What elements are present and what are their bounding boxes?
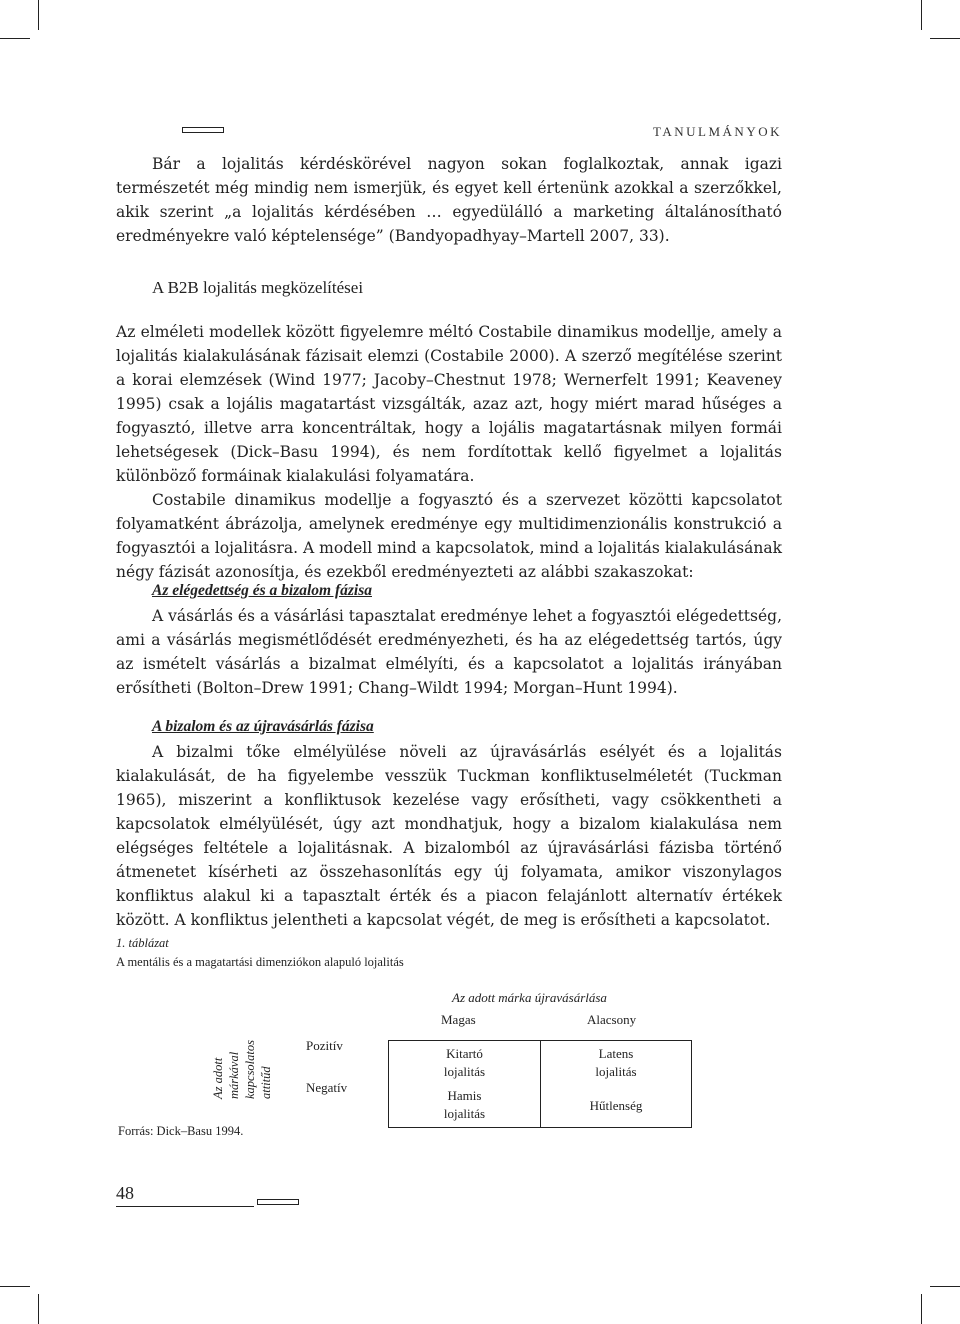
subsection-heading-1: Az elégedettség és a bizalom fázisa: [152, 582, 372, 599]
section-text: [116, 320, 782, 584]
row-header-negative: Negatív: [306, 1080, 348, 1095]
crop-mark: [0, 1286, 30, 1287]
crop-mark: [0, 38, 30, 39]
cell-line: lojalitás: [443, 1064, 486, 1079]
intro-text: [116, 152, 782, 248]
cell-line: lojalitás: [443, 1106, 486, 1121]
subsection-heading-2: A bizalom és az újravásárlás fázisa: [152, 718, 374, 735]
loyalty-matrix: [388, 1040, 692, 1128]
table-number: 1. táblázat: [116, 936, 169, 950]
cell-negative-high: [389, 1087, 540, 1123]
row-group-line: Az adott: [211, 1057, 225, 1100]
header-ornament: [182, 127, 224, 133]
footer-ornament: [257, 1199, 299, 1205]
row-group-line: márkával: [227, 1051, 241, 1100]
subsection-paragraph-2: A bizalmi tőke elmélyülése növeli az újravásárlás esélyét és a lojalitás kialakulását, de ha figyelembe vesszük Tuckman konfliktuselméletét (Tuckman 1965), miszerint a konfliktusok kezelése vagy erősítheti, vagy csökkentheti a kapcsolatok elmélyülését, úgy azt mondhatjuk, hogy a bizalom kialakulása nem elégséges feltétele a lojalitásnak. A bizalomból az újravásárlási fázisba történő átmenetet kísérheti az összehasonlítás egy új folyamata, amikor viszonylagos konfliktus alakul ki a tapasztalt érték és a piacon felajánlott alternatív értékek között. A konfliktus jelentheti a kapcsolat végét, de meg is erősítheti a kapcsolatot.: [116, 743, 782, 929]
table-caption: [116, 934, 404, 972]
intro-paragraph: Bár a lojalitás kérdéskörével nagyon sokan foglalkoztak, annak igazi természetét még mindig nem ismerjük, és egyet kell értenünk azokkal a szerzőkkel, akik szerint „a lojalitás kérdésében … egyedülálló a marketing általánosítható eredményekre való képtelensége” (Bandyopadhyay–Martell 2007, 33).: [116, 155, 782, 245]
crop-mark: [921, 0, 922, 30]
crop-mark: [930, 1286, 960, 1287]
row-group-label: [210, 1040, 274, 1099]
running-header: TANULMÁNYOK: [652, 124, 782, 139]
section-heading: A B2B lojalitás megközelítései: [152, 278, 364, 297]
crop-mark: [921, 1294, 922, 1324]
row-group-line: kapcsolatos: [243, 1040, 257, 1100]
crop-mark: [38, 0, 39, 30]
column-group-label: Az adott márka újravásárlása: [452, 990, 607, 1005]
cell-line: Kitartó: [446, 1046, 483, 1061]
cell-negative-low: [541, 1097, 691, 1115]
cell-positive-high: [389, 1045, 540, 1081]
section-paragraph-1: Az elméleti modellek között figyelemre méltó Costabile dinamikus modellje, amely a lojalitás kialakulásának fázisait elemzi (Costabile 2000). A szerző megítélése szerint a korai elemzések (Wind 1977; Jacoby–Chestnut 1978; Wernerfelt 1991; Keaveney 1995) csak a lojális magatartást vizsgálták, azaz azt, hogy miért marad hűséges a fogyasztó, illetve arra koncentráltak, hogy a lojális magatartásnak milyen formái lehetségesek (Dick–Basu 1994), és nem fordítottak kellő figyelmet a lojalitás különböző formáinak kialakulási folyamatára.: [116, 323, 782, 485]
subsection-text-2: [116, 740, 782, 932]
section-paragraph-2: Costabile dinamikus modellje a fogyasztó és a szervezet közötti kapcsolatot folyamatként ábrázolja, amelynek eredménye egy multidimenzionális konstrukció a fogyasztói a lojalitásra. A modell mind a kapcsolatok, mind a lojalitás kialakulásának négy fázisát azonosítja, és ezekből eredményezteti az alábbi szakaszokat:: [116, 491, 782, 581]
crop-mark: [38, 1294, 39, 1324]
column-header-high: Magas: [441, 1012, 476, 1027]
crop-mark: [930, 38, 960, 39]
cell-line: lojalitás: [595, 1064, 637, 1079]
cell-line: Hamis: [447, 1088, 482, 1103]
row-group-line: attitűd: [259, 1066, 273, 1100]
table-title: A mentális és a magatartási dimenziókon alapuló lojalitás: [116, 955, 404, 969]
page-number: 48: [116, 1183, 134, 1203]
table-source: Forrás: Dick–Basu 1994.: [118, 1124, 244, 1138]
subsection-text-1: [116, 604, 782, 700]
footer-rule: [116, 1206, 254, 1207]
column-header-low: Alacsony: [587, 1012, 637, 1027]
cell-line: Hűtlenség: [589, 1098, 643, 1113]
row-header-positive: Pozitív: [306, 1038, 343, 1053]
subsection-paragraph-1: A vásárlás és a vásárlási tapasztalat eredménye lehet a fogyasztói elégedettség, ami a vásárlás megismétlődését eredményezheti, és ha az elégedettség tartós, úgy az ismételt vásárlás a bizalmat elmélyíti, és a kapcsolatot a lojalitás irányában erősítheti (Bolton–Drew 1991; Chang–Wildt 1994; Morgan–Hunt 1994).: [116, 607, 782, 697]
cell-positive-low: [541, 1045, 691, 1081]
cell-line: Latens: [598, 1046, 634, 1061]
